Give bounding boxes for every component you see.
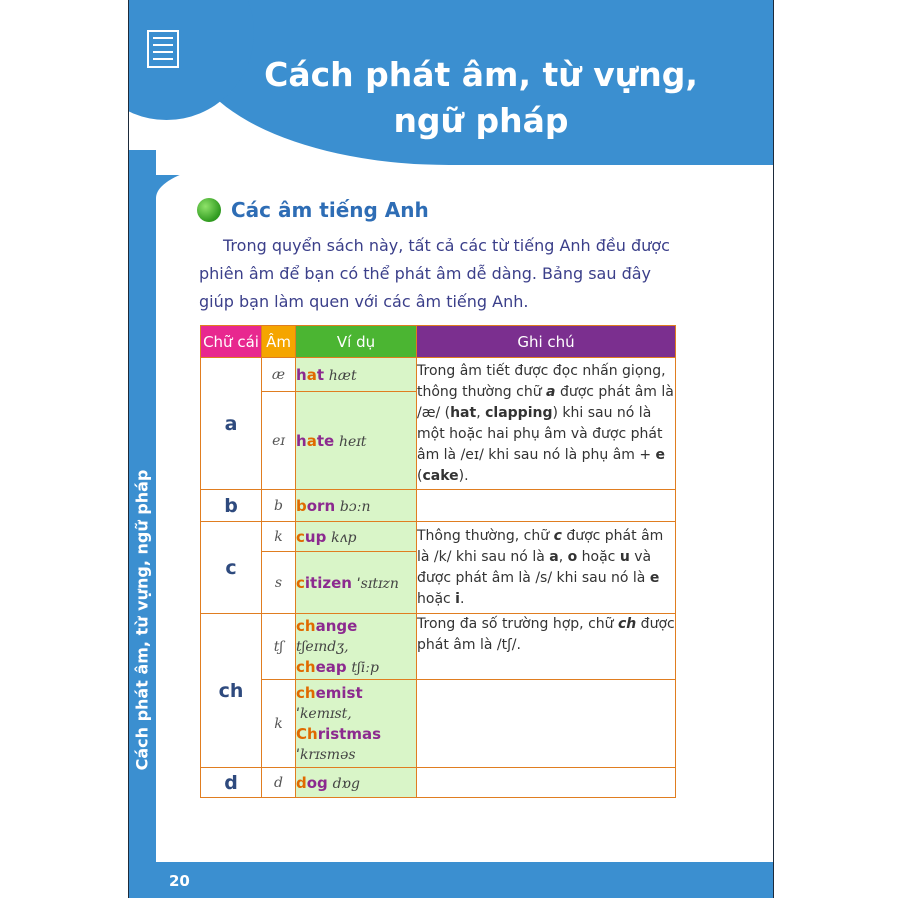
table-header-row [201, 326, 676, 358]
letter-cell: b [201, 490, 262, 522]
note-bold: o [567, 548, 578, 565]
example-word-part: eap [315, 657, 347, 676]
table-row [201, 490, 676, 522]
example-cell [296, 522, 417, 552]
note-cell [417, 614, 676, 680]
example-highlight: ch [296, 683, 316, 702]
side-tab [129, 150, 156, 870]
note-text: , [558, 548, 568, 565]
note-bold: u [619, 548, 630, 565]
note-cell [417, 358, 676, 490]
example-word-part: h [296, 431, 307, 450]
header-note: Ghi chú [417, 326, 676, 358]
book-page [128, 0, 774, 898]
sound-cell: eɪ [262, 392, 296, 490]
title-line-2: ngữ pháp [393, 101, 569, 140]
header-example: Ví dụ [296, 326, 417, 358]
note-text: , [476, 404, 486, 421]
green-bullet-icon [197, 198, 221, 222]
note-text: được phát âm là /æ/ ( [417, 383, 674, 421]
example-ipa: tʃeɪndʒ, [296, 638, 349, 655]
side-tab-label: Cách phát âm, từ vựng, ngữ pháp [132, 469, 152, 771]
title-line-1: Cách phát âm, từ vựng, [264, 55, 698, 94]
sound-cell: d [262, 768, 296, 798]
example-word-part: emist [315, 683, 363, 702]
sound-cell: k [262, 680, 296, 768]
header-letter: Chữ cái [201, 326, 262, 358]
sound-cell: b [262, 490, 296, 522]
example-highlight: c [296, 527, 305, 546]
example-word-part: up [304, 527, 327, 546]
note-text: ( [417, 467, 423, 484]
page-title [189, 52, 773, 144]
document-icon [147, 30, 179, 68]
note-bold: e [649, 569, 660, 586]
sound-cell: tʃ [262, 614, 296, 680]
note-cell [417, 522, 676, 614]
example-ipa: tʃiːp [351, 659, 379, 676]
sounds-table [200, 325, 676, 798]
example-ipa: ˈsɪtɪzn [356, 575, 399, 592]
note-cell [417, 680, 676, 768]
example-highlight: c [296, 573, 305, 592]
example-ipa: ˈkrɪsməs [296, 746, 356, 763]
example-ipa: kʌp [331, 529, 357, 546]
example-ipa: dɒg [332, 775, 360, 792]
section-heading-text: Các âm tiếng Anh [231, 198, 429, 222]
example-word-part: h [296, 365, 307, 384]
header-sound: Âm [262, 326, 296, 358]
note-text: được phát âm là /tʃ/. [417, 616, 675, 653]
note-bold: clapping [485, 404, 553, 421]
example-word-part: itizen [304, 573, 352, 592]
example-cell [296, 392, 417, 490]
letter-cell: c [201, 522, 262, 614]
note-text: được phát âm là /k/ khi sau nó là [417, 527, 664, 565]
example-cell [296, 358, 417, 392]
note-bold: c [553, 527, 562, 544]
example-ipa: ˈkemɪst, [296, 705, 352, 722]
note-text: ) khi sau nó là một hoặc hai phụ âm và được phát âm là /eɪ/ khi sau nó là phụ âm + [417, 404, 663, 463]
example-ipa: bɔːn [339, 498, 371, 515]
note-cell [417, 490, 676, 522]
example-highlight: Ch [296, 724, 318, 743]
example-word-part: orn [306, 496, 336, 515]
note-text: Trong đa số trường hợp, chữ [417, 616, 618, 632]
note-text: và được phát âm là /s/ khi sau nó là [417, 548, 652, 586]
note-text: Trong âm tiết được đọc nhấn giọng, thông thường chữ [417, 362, 666, 400]
note-bold: ch [617, 616, 637, 632]
table-row [201, 522, 676, 552]
letter-cell: ch [201, 614, 262, 768]
note-cell [417, 768, 676, 798]
letter-cell: a [201, 358, 262, 490]
note-bold: a [546, 383, 556, 400]
page-number: 20 [169, 872, 190, 890]
sound-cell: æ [262, 358, 296, 392]
example-cell [296, 680, 417, 768]
table-row [201, 680, 676, 768]
note-bold: cake [422, 467, 459, 484]
sound-cell: s [262, 552, 296, 614]
example-highlight: d [296, 773, 307, 792]
note-text: Thông thường, chữ [417, 527, 554, 544]
note-text: hoặc [577, 548, 620, 565]
letter-cell: d [201, 768, 262, 798]
section-heading [197, 198, 429, 222]
example-cell [296, 552, 417, 614]
example-cell [296, 614, 417, 680]
example-word-part: ristmas [317, 724, 382, 743]
note-text: ). [458, 467, 469, 484]
note-text: hoặc [417, 590, 456, 607]
example-cell [296, 768, 417, 798]
note-bold: i [455, 590, 460, 607]
example-highlight: ch [296, 616, 316, 635]
example-word-part: t [316, 365, 324, 384]
example-highlight: a [306, 365, 317, 384]
example-cell [296, 490, 417, 522]
note-text: . [459, 590, 465, 607]
example-highlight: a [306, 431, 317, 450]
table-row [201, 358, 676, 392]
note-bold: e [655, 446, 666, 463]
table-row [201, 768, 676, 798]
example-word-part: te [316, 431, 335, 450]
example-highlight: ch [296, 657, 316, 676]
example-highlight: b [296, 496, 307, 515]
example-ipa: heɪt [338, 433, 367, 450]
note-bold: a [549, 548, 559, 565]
page-footer [129, 862, 773, 898]
table-row [201, 614, 676, 680]
example-ipa: hæt [328, 367, 357, 384]
intro-paragraph: Trong quyển sách này, tất cả các từ tiếng Anh đều được phiên âm để bạn có thể phát âm dễ dàng. Bảng sau đây giúp bạn làm quen với các âm tiếng Anh. [199, 236, 670, 311]
example-word-part: ange [315, 616, 358, 635]
note-bold: hat [450, 404, 477, 421]
sound-cell: k [262, 522, 296, 552]
example-word-part: og [306, 773, 328, 792]
